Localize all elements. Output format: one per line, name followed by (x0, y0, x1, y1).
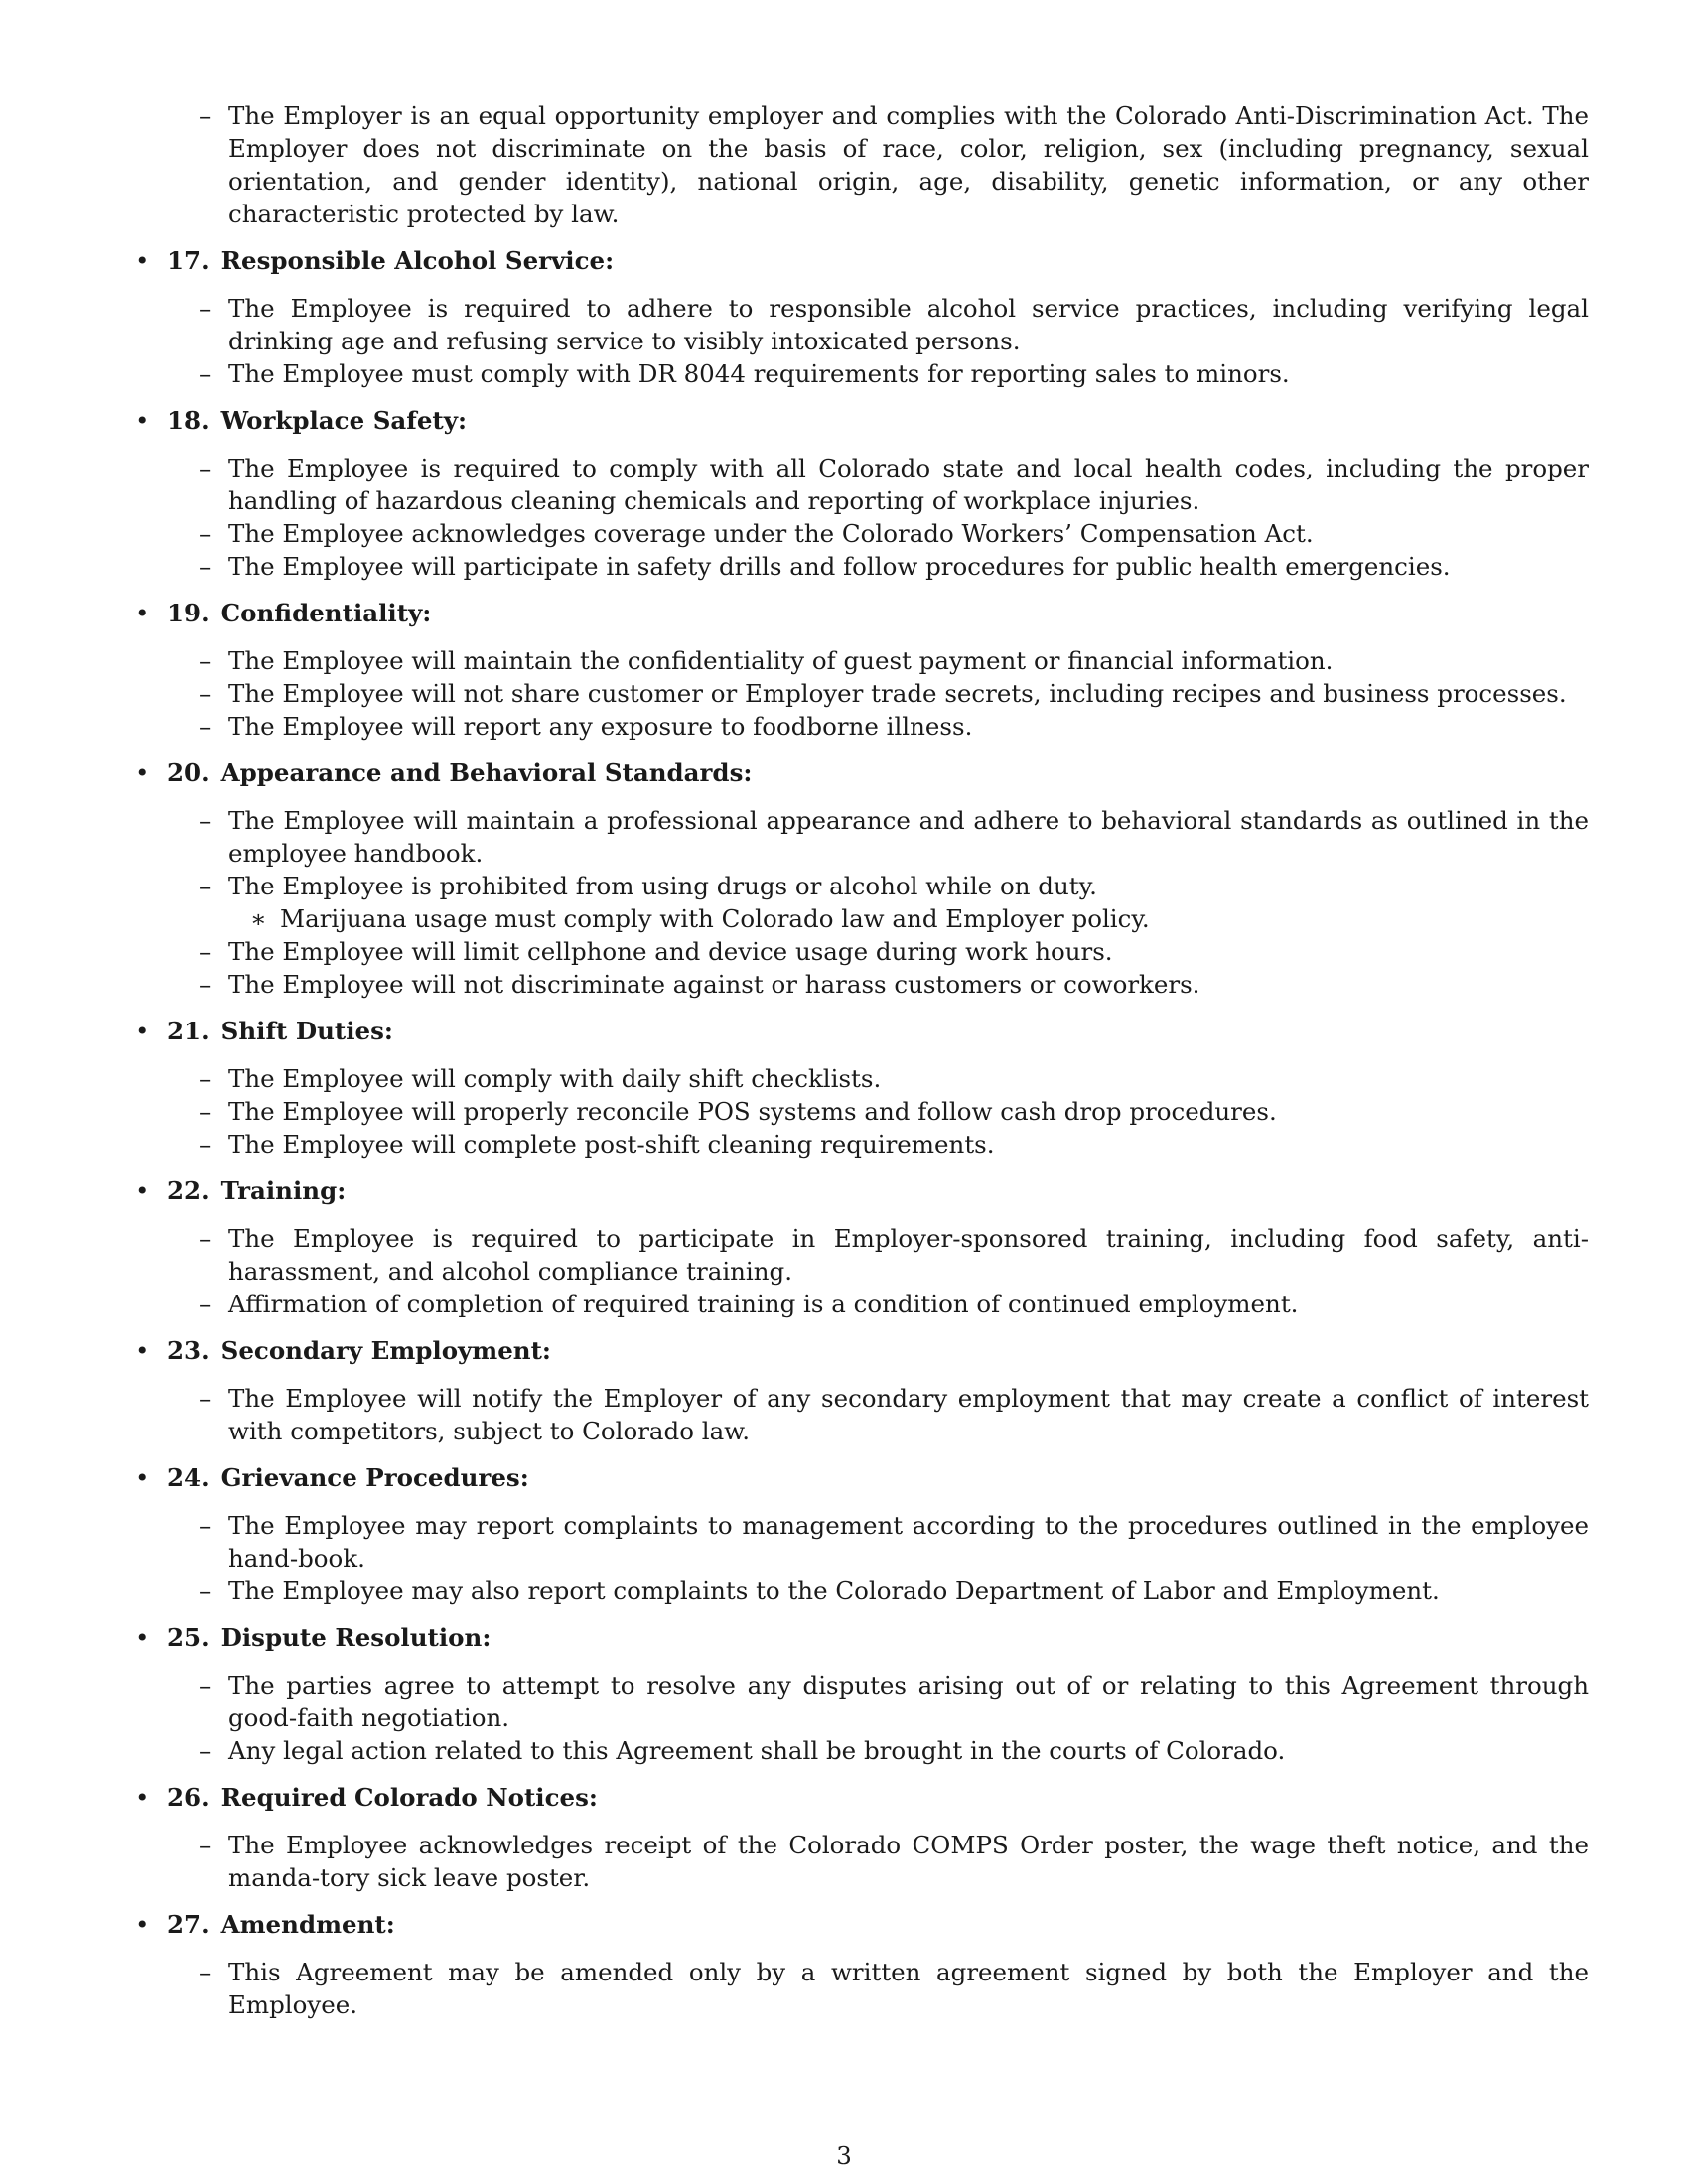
section-title: Shift Duties: (220, 1017, 393, 1045)
list-item: – The Employee will report any exposure to foodborne illness. (199, 712, 973, 741)
list-item: – Affirmation of completion of required training is a condition of continued employment. (199, 1290, 1299, 1318)
section-title: Responsible Alcohol Service: (220, 246, 615, 275)
list-item: – This Agreement may be amended only by a written agreement signed by both the Employer and the Employee. (199, 1958, 1589, 2019)
section-23 (133, 1334, 1589, 1447)
section-number: 21. (167, 1017, 210, 1045)
section-heading: • 18. Workplace Safety: (135, 406, 468, 435)
document-content (133, 99, 1589, 2035)
section-title: Secondary Employment: (220, 1336, 551, 1365)
section-heading: • 17. Responsible Alcohol Service: (135, 246, 615, 275)
list-item: – The Employee will limit cellphone and device usage during work hours. (199, 937, 1113, 966)
list-item: – The Employee may report complaints to management according to the procedures outlined in the employee hand-book. (199, 1511, 1589, 1572)
section-title: Training: (220, 1176, 347, 1205)
list-item: – The Employee may also report complaints to the Colorado Department of Labor and Employment. (199, 1576, 1440, 1605)
section-22 (133, 1174, 1589, 1320)
page-number: 3 (836, 2141, 852, 2170)
section-heading: • 25. Dispute Resolution: (135, 1623, 492, 1652)
list-item: – Any legal action related to this Agreement shall be brought in the courts of Colorado. (199, 1736, 1286, 1765)
section-title: Amendment: (220, 1910, 395, 1939)
list-item: – The Employee acknowledges coverage under the Colorado Workers’ Compensation Act. (199, 519, 1314, 548)
section-number: 25. (167, 1623, 210, 1652)
section-title: Workplace Safety: (220, 406, 468, 435)
section-17 (133, 244, 1589, 390)
section-heading: • 23. Secondary Employment: (135, 1336, 551, 1365)
list-item: – The Employee acknowledges receipt of the Colorado COMPS Order poster, the wage theft notice, and the manda-tory sick leave poster. (199, 1831, 1589, 1892)
list-item: – The Employee will maintain a professional appearance and adhere to behavioral standards as outlined in the employee handbook. (199, 806, 1589, 868)
section-title: Grievance Procedures: (220, 1463, 529, 1492)
section-24 (133, 1461, 1589, 1607)
list-item: – The Employee will comply with daily shift checklists. (199, 1064, 882, 1093)
section-heading: • 19. Confidentiality: (135, 599, 432, 627)
section-21 (133, 1015, 1589, 1160)
section-heading: • 21. Shift Duties: (135, 1017, 393, 1045)
section-25 (133, 1621, 1589, 1767)
list-item: – The Employee is required to comply with all Colorado state and local health codes, including the proper handling of hazardous cleaning chemicals and reporting of workplace injuries. (199, 454, 1589, 515)
list-item: – The Employee will complete post-shift cleaning requirements. (199, 1130, 995, 1159)
list-item: – The Employee will properly reconcile POS systems and follow cash drop procedures. (199, 1097, 1277, 1126)
list-item: – The Employee is required to adhere to responsible alcohol service practices, including verifying legal drinking age and refusing service to visibly intoxicated persons. (199, 294, 1589, 355)
section-number: 17. (167, 246, 210, 275)
list-item: – The Employee will maintain the confidentiality of guest payment or financial information. (199, 646, 1334, 675)
section-number: 24. (167, 1463, 210, 1492)
list-item: – The Employee is required to participate in Employer-sponsored training, including food safety, anti-harassment, and alcohol compliance training. (199, 1224, 1589, 1286)
section-title: Confidentiality: (220, 599, 432, 627)
section-20 (133, 756, 1589, 1001)
section-title: Required Colorado Notices: (220, 1783, 598, 1812)
section-heading: • 20. Appearance and Behavioral Standards: (135, 758, 753, 787)
section-27 (133, 1908, 1589, 2021)
list-item: – The Employee will notify the Employer of any secondary employment that may create a conflict of interest with competitors, subject to Colorado law. (199, 1384, 1589, 1445)
section-heading: • 26. Required Colorado Notices: (135, 1783, 598, 1812)
list-item-text: The Employer is an equal opportunity employer and complies with the Colorado Anti-Discrimination Act. The Employer does not discriminate on the basis of race, color, religion, sex (including pregnancy, sexual orientation, and gender identity), national origin, age, disability, genetic information, or any other characteristic protected by law. (228, 101, 1589, 228)
list-item: – The Employee is prohibited from using drugs or alcohol while on duty. (199, 872, 1097, 900)
section-heading: • 27. Amendment: (135, 1910, 395, 1939)
list-item: – The Employee will not discriminate against or harass customers or coworkers. (199, 970, 1200, 999)
section-number: 26. (167, 1783, 210, 1812)
section-18 (133, 404, 1589, 583)
nested-list-item: ∗ Marijuana usage must comply with Colorado law and Employer policy. (250, 904, 1150, 933)
section-number: 27. (167, 1910, 210, 1939)
section-number: 20. (167, 758, 210, 787)
list-item: – The Employee will participate in safety drills and follow procedures for public health emergencies. (199, 552, 1451, 581)
section-number: 23. (167, 1336, 210, 1365)
section-title: Dispute Resolution: (220, 1623, 492, 1652)
section-number: 18. (167, 406, 210, 435)
section-26 (133, 1781, 1589, 1894)
section-heading: • 24. Grievance Procedures: (135, 1463, 529, 1492)
list-item: – The Employer is an equal opportunity employer and complies with the Colorado Anti-Discrimination Act. The Employer does not discriminate on the basis of race, color, religion, sex (including pregnancy, sexual orientation, and gender identity), national origin, age, disability, genetic information, or any other characteristic protected by law. (199, 101, 1589, 228)
intro-items (133, 99, 1589, 230)
list-item: – The Employee will not share customer or Employer trade secrets, including recipes and business processes. (199, 679, 1567, 708)
section-number: 22. (167, 1176, 210, 1205)
list-item: – The parties agree to attempt to resolve any disputes arising out of or relating to this Agreement through good-faith negotiation. (199, 1671, 1589, 1732)
section-19 (133, 597, 1589, 743)
section-title: Appearance and Behavioral Standards: (220, 758, 753, 787)
list-item: – The Employee must comply with DR 8044 requirements for reporting sales to minors. (199, 359, 1290, 388)
section-number: 19. (167, 599, 210, 627)
section-heading: • 22. Training: (135, 1176, 347, 1205)
